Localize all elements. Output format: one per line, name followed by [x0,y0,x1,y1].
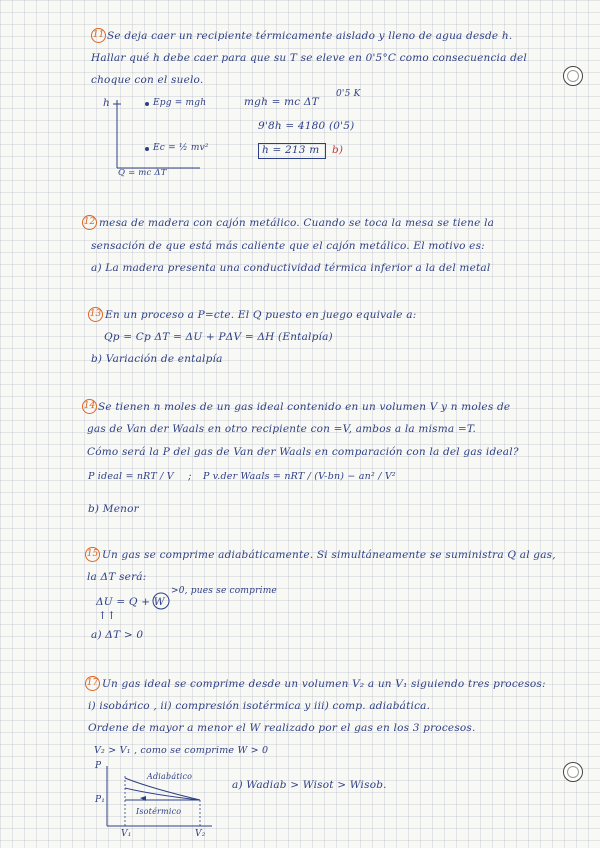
q15-text-line1: Un gas se comprime adiabáticamente. Si simultáneamente se suministra Q al gas, [102,549,556,561]
q11-answer: h = 213 m [262,144,320,156]
q17-v1-label: V₁ [121,829,132,839]
q11-axis-h-label: h [103,97,110,109]
q17-v2-label: V₂ [195,829,206,839]
q14-separator: ; [188,470,192,482]
q11-answer-letter: b) [332,144,344,156]
q17-text-line4: V₂ > V₁ , como se comprime W > 0 [94,745,269,756]
q11-equation-1-note: 0'5 K [336,89,361,99]
q17-text-line3: Ordene de mayor a menor el W realizado por el gas en los 3 procesos. [88,722,476,734]
q11-point-top-label: Epg = mgh [153,98,207,108]
q15-equation: ΔU = Q + W [96,596,165,608]
q15-arrows: ↑↑ [98,610,116,622]
q15-text-line2: la ΔT será: [87,571,147,583]
q14-text-line2: gas de Van der Waals en otro recipiente con =V, ambos a la misma =T. [87,423,477,435]
q11-text-line1: Se deja caer un recipiente térmicamente aislado y lleno de agua desde h. [107,30,513,42]
q14-equation-ideal: P ideal = nRT / V [88,471,174,482]
q11-point-bottom-label: Ec = ½ mv² [153,143,209,153]
q17-isothermal-label: Isotérmico [136,807,182,816]
q17-adiabatic-label: Adiabático [147,772,193,781]
q13-answer: b) Variación de entalpía [91,353,223,365]
q11-text-line2: Hallar qué h debe caer para que su T se eleve en 0'5°C como consecuencia del [91,52,527,64]
q17-p1-label: P₁ [95,795,106,805]
q14-answer: b) Menor [88,503,139,515]
q14-text-line1: Se tienen n moles de un gas ideal contenido en un volumen V y n moles de [98,401,511,413]
q14-text-line3: Cómo será la P del gas de Van der Waals en comparación con la del gas ideal? [87,446,519,458]
q12-text-line1: mesa de madera con cajón metálico. Cuando se toca la mesa se tiene la [99,217,495,229]
q15-work-note: >0, pues se comprime [171,586,277,596]
q12-text-line2: sensación de que está más caliente que el cajón metálico. El motivo es: [91,240,485,252]
q11-axis-bottom-label: Q = mc ΔT [118,168,167,178]
q14-equation-vdw: P v.der Waals = nRT / (V-bn) − an² / V² [203,471,396,482]
q11-text-line3: choque con el suelo. [91,74,204,86]
question-number-12: 12 [82,215,97,230]
q15-answer: a) ΔT > 0 [91,629,144,641]
question-number-13: 13 [88,307,103,322]
question-number-14: 14 [82,399,97,414]
q17-p-label: P [95,761,102,771]
q11-equation-2: 9'8h = 4180 (0'5) [258,120,355,132]
question-number-15: 15 [85,547,100,562]
q13-text-line1: En un proceso a P=cte. El Q puesto en juego equivale a: [105,309,417,321]
q17-text-line1: Un gas ideal se comprime desde un volumen V₂ a un V₁ siguiendo tres procesos: [102,678,546,690]
q11-equation-1: mgh = mc ΔT [244,96,319,108]
question-number-17: 17 [85,676,100,691]
q13-equation: Qp = Cp ΔT = ΔU + PΔV = ΔH (Entalpía) [104,331,333,343]
question-number-11: 11 [91,28,106,43]
q12-answer: a) La madera presenta una conductividad térmica inferior a la del metal [91,262,491,274]
q17-answer: a) Wadiab > Wisot > Wisob. [232,779,387,791]
q17-text-line2: i) isobárico , ii) compresión isotérmica y iii) comp. adiabática. [88,700,431,712]
